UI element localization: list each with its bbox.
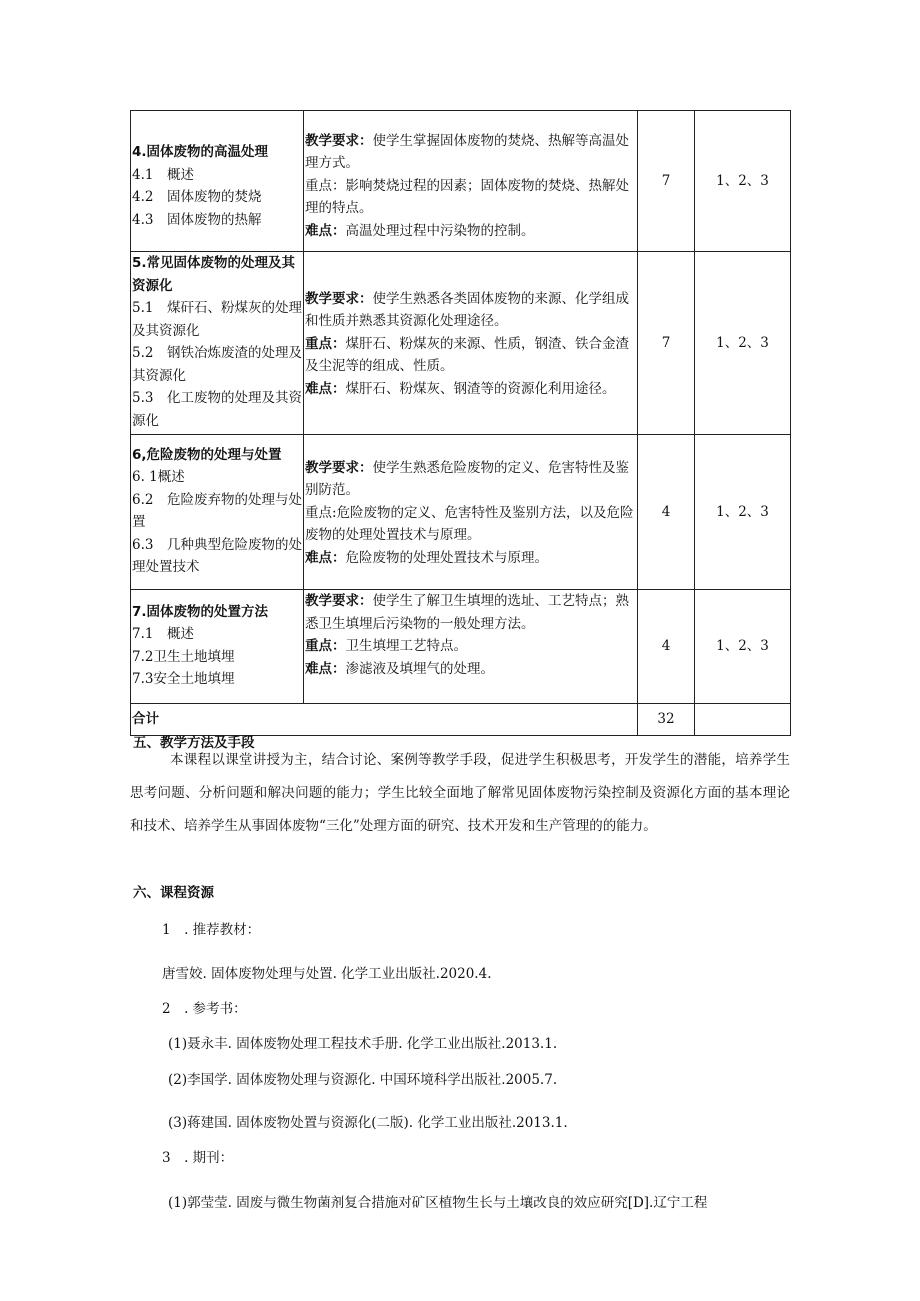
reference-entry: (1)聂永丰. 固体废物处理工程技术手册. 化学工业出版社.2013.1. [168, 1036, 558, 1052]
key-point-text: 卫生填埋工艺特点。 [345, 638, 467, 654]
requirement-text: 使学生掌握固体废物的焚烧、热解等高温处理方式。 [305, 132, 629, 172]
subsection: 5.1 煤矸石、粉煤灰的处理及其资源化 [132, 300, 302, 339]
total-goals [695, 704, 791, 736]
key-point-text: 煤肝石、粉煤灰的来源、性质，钢渣、铁合金渣及尘泥等的组成、性质。 [305, 335, 629, 375]
subsection: 4.2 固体废物的焚烧 [132, 189, 262, 205]
hours-cell: 7 [638, 111, 695, 252]
requirements-cell [304, 111, 638, 252]
chapter-cell [131, 111, 304, 252]
requirement-label: 教学要求： [305, 290, 373, 307]
requirement-label: 教学要求： [305, 459, 373, 476]
total-label: 合计 [131, 704, 638, 736]
requirements-cell [304, 590, 638, 704]
goals-cell: 1、2、3 [695, 590, 791, 704]
subsection: 6.3 几种典型危险废物的处理处置技术 [132, 536, 302, 575]
difficulty-text: 高温处理过程中污染物的控制。 [345, 222, 535, 239]
subsection: 7.3安全土地填埋 [132, 671, 235, 687]
key-point-label: 重点： [305, 177, 346, 194]
chapter-title: 5.常见固体废物的处理及其资源化 [132, 255, 296, 294]
hours-cell: 4 [638, 435, 695, 590]
difficulty-text: 渗滤液及填埋气的处理。 [345, 660, 494, 677]
journal-entry: (1)郭莹莹. 固废与微生物菌剂复合措施对矿区植物生长与土壤改良的效应研究[D].辽宁工程 [168, 1195, 708, 1211]
requirement-label: 教学要求： [305, 132, 373, 149]
subsection: 4.1 概述 [132, 166, 194, 183]
section-paragraph: 本课程以课堂讲授为主，结合讨论、案例等教学手段，促进学生积极思考，开发学生的潜能，培养学生思考问题、分析问题和解决问题的能力；学生比较全面地了解常见固体废物污染控制及资源化方面的基本理论和技术、培养学生从事固体废物“三化”处理方面的研究、技术开发和生产管理的的能力。 [130, 752, 790, 834]
table-row [131, 111, 791, 252]
total-hours: 32 [638, 704, 695, 736]
subsection: 7.1 概述 [132, 626, 194, 642]
subsection: 4.3 固体废物的热解 [132, 211, 262, 228]
chapter-cell [131, 590, 304, 704]
requirement-text: 使学生了解卫生填埋的选址、工艺特点；熟悉卫生填埋后污染物的一般处理方法。 [305, 593, 629, 632]
course-content-table [130, 110, 791, 736]
key-point-label: 重点： [305, 335, 346, 352]
resource-item: 2 . 参考书： [162, 1001, 247, 1017]
reference-entry: (3)蒋建国. 固体废物处置与资源化(二版). 化学工业出版社.2013.1. [168, 1115, 568, 1131]
goals-cell: 1、2、3 [695, 435, 791, 590]
requirement-text: 使学生熟悉危险废物的定义、危害特性及鉴别防范。 [305, 459, 629, 499]
textbook-entry: 唐雪姣. 固体废物处理与处置. 化学工业出版社.2020.4. [162, 966, 492, 982]
requirement-text: 使学生熟悉各类固体废物的来源、化学组成和性质并熟悉其资源化处理途径。 [305, 290, 629, 330]
section-heading: 六、课程资源 [133, 885, 214, 901]
difficulty-label: 难点： [305, 222, 346, 239]
key-point-text: 影响焚烧过程的因素；固体废物的焚烧、热解处理的特点。 [305, 177, 629, 217]
requirements-cell [304, 252, 638, 435]
key-point-label: 重点： [305, 638, 346, 654]
goals-cell: 1、2、3 [695, 111, 791, 252]
hours-cell: 4 [638, 590, 695, 704]
difficulty-label: 难点： [305, 380, 346, 397]
chapter-title: 6,危险废物的处理与处置 [132, 446, 282, 463]
hours-cell: 7 [638, 252, 695, 435]
key-point-text: 危险废物的定义、危害特性及鉴别方法，以及危险废物的处理处置技术与原理。 [305, 504, 634, 544]
chapter-cell [131, 435, 304, 590]
section-heading: 五、教学方法及手段 [133, 735, 255, 751]
subsection: 6. 1概述 [132, 469, 185, 485]
table-row [131, 590, 791, 704]
chapter-title: 7.固体废物的处置方法 [132, 603, 269, 620]
resource-item: 1 . 推荐教材： [162, 922, 261, 938]
requirement-label: 教学要求： [305, 593, 373, 609]
table-row [131, 252, 791, 435]
difficulty-text: 危险废物的处理处置技术与原理。 [345, 549, 548, 566]
goals-cell: 1、2、3 [695, 252, 791, 435]
key-point-label: 重点: [305, 504, 337, 521]
subsection: 5.2 钢铁冶炼废渣的处理及其资源化 [132, 345, 302, 384]
resource-item: 3 . 期刊： [162, 1150, 234, 1166]
difficulty-label: 难点： [305, 660, 346, 677]
subsection: 7.2卫生土地填埋 [132, 648, 235, 665]
requirements-cell [304, 435, 638, 590]
chapter-cell [131, 252, 304, 435]
difficulty-text: 煤肝石、粉煤灰、钢渣等的资源化利用途径。 [345, 380, 616, 397]
subsection: 6.2 危险废弃物的处理与处置 [132, 491, 302, 530]
subsection: 5.3 化工废物的处理及其资源化 [132, 390, 302, 429]
reference-entry: (2)李国学. 固体废物处理与资源化. 中国环境科学出版社.2005.7. [168, 1072, 558, 1088]
difficulty-label: 难点： [305, 549, 346, 566]
chapter-title: 4.固体废物的高温处理 [132, 144, 269, 160]
table-row [131, 435, 791, 590]
